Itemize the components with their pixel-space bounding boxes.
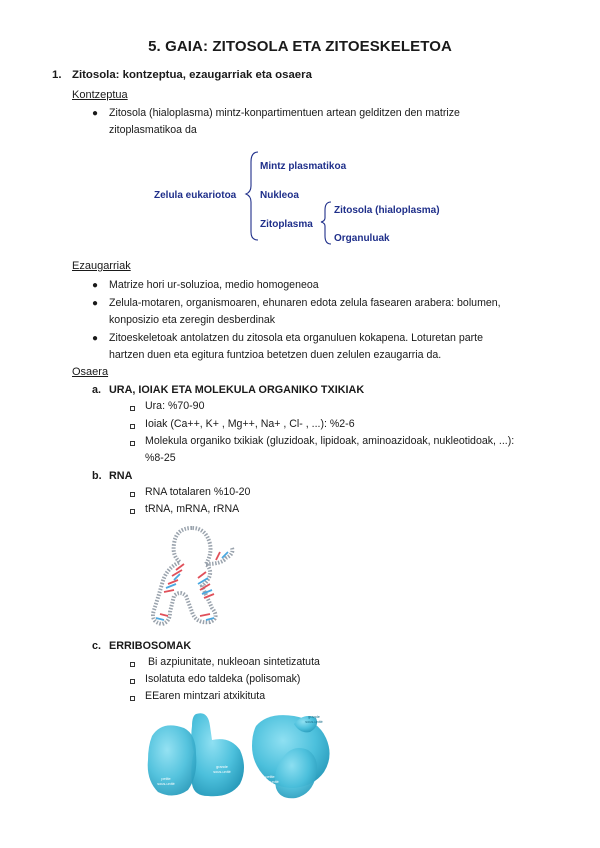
square-bullet-icon <box>130 509 135 514</box>
diagram-sub-cytosol: Zitosola (hialoplasma) <box>334 205 440 216</box>
text-line: hartzen duen eta egitura funtzioa betetzen duen zelulen ezaugarria da. <box>109 349 442 361</box>
section-heading <box>52 69 312 81</box>
base-pair <box>198 572 206 578</box>
subheading-kontzeptua: Kontzeptua <box>72 89 128 101</box>
square-bullet-icon <box>130 424 135 429</box>
rna-strand <box>153 528 216 624</box>
square-bullet-icon <box>130 696 135 701</box>
bullet-icon: ● <box>92 333 99 344</box>
base-pair <box>176 564 184 570</box>
section-number: 1. <box>52 69 62 81</box>
base-pair <box>166 584 176 588</box>
base-pair <box>216 552 220 560</box>
list-heading: URA, IOIAK ETA MOLEKULA ORGANIKO TXIKIAK <box>109 384 365 396</box>
label-left-small: petite sous-unité <box>157 777 175 786</box>
base-pair <box>172 570 182 576</box>
list-heading: RNA <box>109 470 133 482</box>
list-letter: b. <box>92 470 102 482</box>
ezaugarriak-b1: Matrize hori ur-soluzioa, medio homogeneoa <box>109 279 319 291</box>
text-line: Zelula-motaren, organismoaren, ehunaren edota zelula fasearen arabera: bolumen, <box>109 297 501 309</box>
osaera-c-heading <box>92 640 191 652</box>
diagram-root: Zelula eukariotoa <box>154 190 237 201</box>
osaera-a-heading <box>92 384 364 396</box>
bullet-icon: ● <box>92 298 99 309</box>
list-heading: ERRIBOSOMAK <box>109 640 192 652</box>
osaera-c-item2: Isolatuta edo taldeka (polisomak) <box>145 673 301 685</box>
osaera-a-item1: Ura: %70-90 <box>145 400 205 412</box>
square-bullet-icon <box>130 441 135 446</box>
ribosome-left-large <box>191 713 244 796</box>
osaera-a-item3 <box>145 433 575 467</box>
text-line: Zitosola (hialoplasma) mintz-konpartimentuen artean gelditzen den matrize <box>109 107 460 119</box>
text-line: %8-25 <box>145 452 176 464</box>
section-title: Zitosola: kontzeptua, ezaugarriak eta osaera <box>72 69 312 81</box>
text-line: Molekula organiko txikiak (gluzidoak, lipidoak, aminoazidoak, nukleotidoak, ...): <box>145 435 515 447</box>
square-bullet-icon <box>130 662 135 667</box>
subheading-ezaugarriak: Ezaugarriak <box>72 260 131 272</box>
brace-sub <box>321 202 331 244</box>
osaera-c-item1: Bi azpiunitate, nukleoan sintetizatuta <box>145 656 320 668</box>
diagram-sub-organelles: Organuluak <box>334 233 390 244</box>
diagram-branch-membrane: Mintz plasmatikoa <box>260 161 347 172</box>
brace-main <box>246 152 258 240</box>
label-right-small: petite sous-unité <box>261 775 279 784</box>
ezaugarriak-b2 <box>109 295 579 329</box>
ribosome-illustration <box>144 706 370 802</box>
bullet-icon: ● <box>92 108 99 119</box>
square-bullet-icon <box>130 406 135 411</box>
osaera-c-item3: EEaren mintzari atxikituta <box>145 690 266 702</box>
base-pair <box>200 614 210 616</box>
bullet-icon: ● <box>92 280 99 291</box>
osaera-b-item2: tRNA, mRNA, rRNA <box>145 503 240 515</box>
text-line: konposizio eta zeregin desberdinak <box>109 314 276 326</box>
list-letter: a. <box>92 384 102 396</box>
list-letter: c. <box>92 640 102 652</box>
osaera-b-heading <box>92 470 132 482</box>
diagram-branch-nucleus: Nukleoa <box>260 190 299 201</box>
square-bullet-icon <box>130 679 135 684</box>
osaera-b-item1: RNA totalaren %10-20 <box>145 486 251 498</box>
base-pair <box>164 590 174 592</box>
label-right-large: grande sous-unité <box>305 715 323 724</box>
diagram-branch-cytoplasm: Zitoplasma <box>260 219 313 230</box>
kontzeptua-text <box>109 105 559 139</box>
text-line: zitoplasmatikoa da <box>109 124 197 136</box>
label-left-large: grande sous-unité <box>213 765 231 774</box>
subheading-osaera: Osaera <box>72 366 109 378</box>
osaera-a-item2: Ioiak (Ca++, K+ , Mg++, Na+ , Cl- , ...): %2-6 <box>145 418 355 430</box>
base-pair <box>168 580 178 584</box>
cell-structure-diagram <box>140 148 470 248</box>
square-bullet-icon <box>130 492 135 497</box>
rna-stem <box>206 548 232 564</box>
text-line: Zitoeskeletoak antolatzen du zitosola eta organuluen kokapena. Loturetan parte <box>109 332 483 344</box>
base-pair <box>160 614 168 616</box>
base-pair <box>156 618 164 620</box>
trna-illustration <box>140 518 250 630</box>
ezaugarriak-b3 <box>109 330 579 364</box>
page-title: 5. GAIA: ZITOSOLA ETA ZITOESKELETOA <box>148 38 452 55</box>
